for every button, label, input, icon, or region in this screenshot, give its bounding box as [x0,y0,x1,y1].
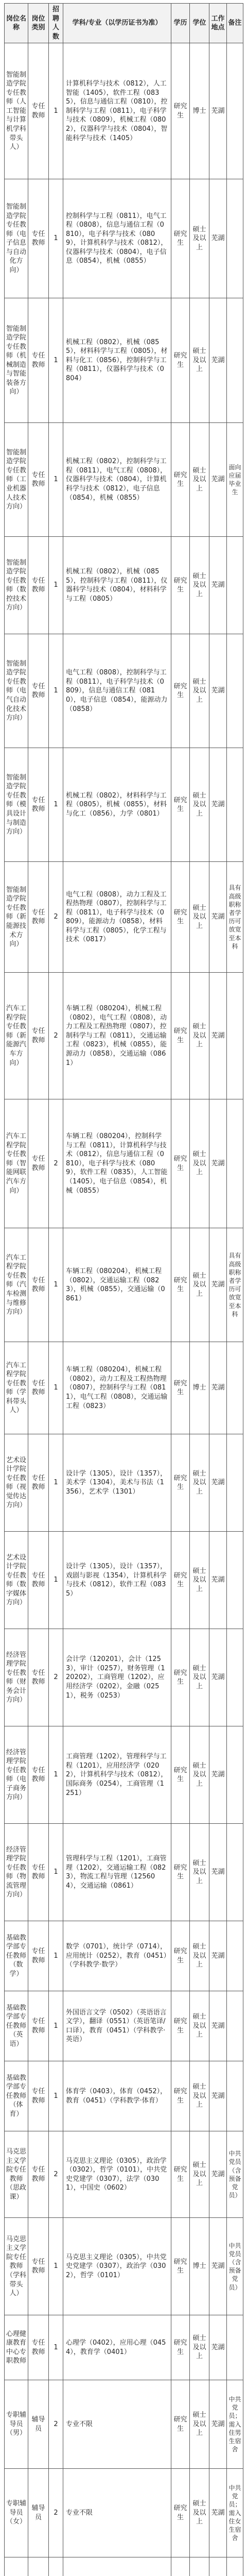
cell-location: 芜湖 [209,634,227,748]
cell-major: 专业不限 [63,2469,171,2557]
cell-education: 研究生 [171,973,190,1099]
cell-headcount: 1 [49,1824,63,1921]
cell-headcount: 2 [49,862,63,973]
cell-position-category: 专任教师 [28,1629,49,1726]
cell-position-category: 专任教师 [28,1921,49,1991]
cell-position-name: 艺术设计学院专任教师（数字媒体方向） [5,1532,28,1629]
cell-education: 研究生 [171,298,190,423]
cell-education: 研究生 [171,2218,190,2315]
table-row [5,179,243,298]
cell-position-category: 辅导员 [28,2380,49,2469]
table-row [5,2218,243,2315]
cell-major: 体育学（0403），体育（0452），教育（0451）（学科教学·体育） [63,2061,171,2131]
cell-location: 芜湖 [209,1099,227,1228]
cell-position-category [28,2557,49,2576]
cell-headcount: 1 [49,748,63,862]
cell-headcount: 1 [49,1434,63,1532]
table-row [5,748,243,862]
cell-location: 芜湖 [209,862,227,973]
cell-remarks [227,2557,243,2576]
cell-education: 研究生 [171,862,190,973]
cell-headcount: 1 [49,43,63,179]
cell-position-name: 智能制造学院专任教师（机械制造与智能装备方向） [5,298,28,423]
cell-location: 芜湖 [209,1342,227,1434]
cell-remarks [227,1434,243,1532]
cell-major: 控制科学与工程（0811），电气工程（0808），信息与通信工程（0810），电子科学与技术（0809），计算机科学与技术（0812），仪器科学与技术（0804），电子信息（0854），机械（0855） [63,179,171,298]
cell-location: 芜湖 [209,1991,227,2061]
cell-major: 马克思主义理论（0305），政治学（0302），哲学（0101），中共党史党建学（0307），法学（0301），中国史（0602） [63,2131,171,2218]
cell-position-category: 专任教师 [28,1532,49,1629]
cell-education: 研究生 [171,1532,190,1629]
cell-degree: 硕士及以上 [190,179,209,298]
cell-headcount: 1 [49,179,63,298]
recruitment-table [4,3,243,2576]
cell-education: 研究生 [171,2469,190,2557]
cell-remarks [227,973,243,1099]
cell-remarks: 中共党员；需入住男生宿舍 [227,2380,243,2469]
cell-degree: 硕士及以上 [190,1228,209,1342]
cell-location: 芜湖 [209,1434,227,1532]
cell-position-name: 专职辅导员（女） [5,2469,28,2557]
cell-major: 电气工程（0808），动力工程及工程热物理（0807），控制科学与工程（0811），电子科学与技术（0809），能源动力（0858），材料科学与工程（0805），化学工程与技术（0817） [63,862,171,973]
cell-headcount: 1 [49,1991,63,2061]
cell-major: 机械工程（0802），材料科学与工程（0805），机械（0855），材料与化工（0856），力学（0801） [63,748,171,862]
table-row [5,1991,243,2061]
cell-remarks [227,2315,243,2380]
cell-headcount: 1 [49,1532,63,1629]
cell-location: 芜湖 [209,1532,227,1629]
table-row [5,43,243,179]
cell-remarks [227,1532,243,1629]
cell-position-category: 专任教师 [28,423,49,537]
cell-degree: 硕士及以上 [190,423,209,537]
cell-position-name: 经济管理学院专任教师（物流管理方向） [5,1824,28,1921]
cell-major [63,2557,171,2576]
cell-headcount: 1 [49,1921,63,1991]
cell-major: 外国语言文学（0502）（英语语言文学），翻译（0551）（英语笔译/口译），教育（0451）（学科教学·英语） [63,1991,171,2061]
cell-position-name: 汽车工程学院专任教师（学科带头人） [5,1342,28,1434]
cell-location: 芜湖 [209,2061,227,2131]
cell-education: 研究生 [171,43,190,179]
cell-headcount: 1 [49,634,63,748]
cell-remarks: 具有高级职称者学历可放宽至本科 [227,862,243,973]
cell-position-name: 智能制造学院专任教师（模具设计与制造方向） [5,748,28,862]
cell-position-name: 汽车工程学院专任教师（新能源汽车方向） [5,973,28,1099]
cell-position-category: 专任教师 [28,2315,49,2380]
cell-location: 芜湖 [209,2218,227,2315]
cell-degree: 硕士及以上 [190,1532,209,1629]
table-row [5,1726,243,1824]
table-row [5,1824,243,1921]
cell-major: 车辆工程（080204），控制科学与工程（0811），计算机科学与技术（0812），信息与通信工程（0810），电子科学与技术（0809），软件工程（0835），人工智能（1405），电子信息（0854），机械（0855） [63,1099,171,1228]
cell-education: 研究生 [171,1726,190,1824]
cell-remarks: 中共党员；需入住女生宿舍 [227,2469,243,2557]
cell-degree: 硕士及以上 [190,748,209,862]
table-row [5,537,243,634]
table-row [5,1342,243,1434]
cell-remarks: 中共党员（含预备党员） [227,2218,243,2315]
cell-major: 计算机科学与技术（0812），人工智能（1405），软件工程（0835），信息与通信工程（0810），控制科学与工程（0811），电子科学与技术（0809），机械工程（0802），仪器科学与技术（0804），智能科学与技术（1405） [63,43,171,179]
cell-location: 芜湖 [209,748,227,862]
cell-education: 研究生 [171,2380,190,2469]
cell-position-category: 专任教师 [28,179,49,298]
cell-position-name: 经济管理学院专任教师（电子商务方向） [5,1726,28,1824]
cell-position-category: 专任教师 [28,1824,49,1921]
cell-position-name: 专职辅导员（男） [5,2380,28,2469]
cell-position-category: 专任教师 [28,1228,49,1342]
table-row [5,973,243,1099]
cell-major: 电气工程（0808），控制科学与工程（0811），电子科学与技术（0809），信息与通信工程（0810），电子信息（0854），能源动力（0858） [63,634,171,748]
cell-headcount: 2 [49,2469,63,2557]
table-row [5,1099,243,1228]
cell-degree: 硕士及以上 [190,2061,209,2131]
cell-degree: 硕士及以上 [190,2315,209,2380]
cell-degree: 硕士及以上 [190,2131,209,2218]
cell-location: 芜湖 [209,1228,227,1342]
cell-remarks [227,1921,243,1991]
cell-headcount: 2 [49,1099,63,1228]
cell-position-name: 经济管理学院专任教师（财务会计方向） [5,1629,28,1726]
cell-degree: 硕士及以上 [190,1921,209,1991]
cell-position-category: 专任教师 [28,634,49,748]
cell-degree: 硕士及以上 [190,1824,209,1921]
cell-position-name: 基础教学部专任教师（体育） [5,2061,28,2131]
cell-location: 芜湖 [209,43,227,179]
cell-degree: 博士 [190,1342,209,1434]
header-major: 学科/专业（以学历证书为准） [63,4,171,43]
header-position-name: 岗位名称 [5,4,28,43]
header-education: 学历 [171,4,190,43]
cell-major: 车辆工程（080204），机械工程（0802），交通运输工程（0823），机械（0855），交通运输（0861） [63,1228,171,1342]
cell-degree: 硕士及以上 [190,973,209,1099]
cell-education: 研究生 [171,1824,190,1921]
cell-position-name: 马克思主义学院专任教师（学科带头人） [5,2218,28,2315]
cell-education: 研究生 [171,748,190,862]
header-degree: 学位 [190,4,209,43]
cell-remarks [227,748,243,862]
cell-remarks [227,1629,243,1726]
table-row [5,862,243,973]
cell-position-category: 专任教师 [28,43,49,179]
table-row [5,298,243,423]
cell-position-name: 艺术设计学院专任教师（视觉传达方向） [5,1434,28,1532]
cell-remarks [227,2061,243,2131]
cell-headcount: 1 [49,1342,63,1434]
cell-major: 机械工程（0802），机械（0855），材料科学与工程（0805），材料与化工（0856），控制科学与工程（0811），仪器科学与技术（0804） [63,298,171,423]
cell-education: 研究生 [171,1099,190,1228]
cell-position-category: 专任教师 [28,1099,49,1228]
table-row [5,2061,243,2131]
cell-remarks [227,43,243,179]
cell-location: 芜湖 [209,2380,227,2469]
cell-education: 研究生 [171,537,190,634]
cell-position-category: 专任教师 [28,298,49,423]
cell-headcount: 2 [49,2131,63,2218]
cell-major: 工商管理（1202），管理科学与工程（1201），应用经济学（0202），计算机科学与技术（0812），国际商务（0254），工商管理（1251） [63,1726,171,1824]
cell-position-category: 专任教师 [28,2131,49,2218]
cell-position-category: 专任教师 [28,1342,49,1434]
cell-position-category: 专任教师 [28,862,49,973]
cell-headcount: 1 [49,537,63,634]
cell-major: 会计学（120201），会计（1253），审计（0257），财务管理（120202），工商管理（1202），应用经济学（0202），金融（0251），税务（0253） [63,1629,171,1726]
cell-education: 研究生 [171,1228,190,1342]
cell-remarks [227,1726,243,1824]
table-header-row [5,4,243,43]
cell-headcount: 2 [49,2380,63,2469]
cell-headcount: 1 [49,2315,63,2380]
cell-position-name: 基础教学部专任教师（英语） [5,1991,28,2061]
cell-location: 芜湖 [209,298,227,423]
table-row [5,1532,243,1629]
cell-remarks [227,1824,243,1921]
header-headcount: 招聘人数 [49,4,63,43]
cell-major: 马克思主义理论（0305），中共党史党建学（0307），政治学（0302），哲学（0101） [63,2218,171,2315]
cell-degree: 硕士及以上 [190,1726,209,1824]
cell-degree: 硕士及以上 [190,298,209,423]
table-row [5,2380,243,2469]
cell-headcount: 1 [49,1228,63,1342]
cell-location: 芜湖 [209,1824,227,1921]
cell-remarks [227,1099,243,1228]
cell-position-category: 辅导员 [28,2469,49,2557]
cell-position-name: 智能制造学院专任教师（电子信息与自动化方向） [5,179,28,298]
cell-location: 芜湖 [209,2131,227,2218]
cell-location [209,2557,227,2576]
header-location: 工作地点 [209,4,227,43]
cell-degree: 硕士及以上 [190,2469,209,2557]
cell-education: 研究生 [171,423,190,537]
cell-major: 机械工程（0802），机械（0855），控制科学与工程（0811），仪器科学与技术（0804），材料科学与工程（0805） [63,537,171,634]
cell-major: 数学（0701），统计学（0714），应用统计（0252），教育（0451）（学科教学·数学） [63,1921,171,1991]
cell-headcount: 1 [49,2218,63,2315]
cell-degree: 硕士及以上 [190,537,209,634]
cell-degree: 硕士及以上 [190,862,209,973]
cell-location: 芜湖 [209,2469,227,2557]
cell-degree [190,2557,209,2576]
cell-position-name: 智能制造学院专任教师（人工智能与计算机学科带头人） [5,43,28,179]
cell-position-category: 专任教师 [28,1434,49,1532]
cell-education: 研究生 [171,1629,190,1726]
cell-major: 车辆工程（080204），机械工程（0802），动力工程及工程热物理（0807），控制科学与工程（0811），电气工程（0808），交通运输工程（0823） [63,1342,171,1434]
cell-degree: 博士 [190,43,209,179]
cell-position-name: 马克思主义学院专任教师（思政课） [5,2131,28,2218]
cell-education: 研究生 [171,634,190,748]
cell-education [171,2557,190,2576]
cell-headcount [49,2557,63,2576]
cell-remarks: 面向应届毕业生 [227,423,243,537]
cell-education: 研究生 [171,1921,190,1991]
cell-position-name: 智能制造学院专任教师（数控技术方向） [5,537,28,634]
cell-position-category: 专任教师 [28,1726,49,1824]
cell-location: 芜湖 [209,1921,227,1991]
cell-location: 芜湖 [209,2315,227,2380]
cell-degree: 硕士及以上 [190,1991,209,2061]
table-row [5,2469,243,2557]
table-row [5,423,243,537]
cell-headcount: 1 [49,1726,63,1824]
table-row [5,1434,243,1532]
cell-headcount: 1 [49,423,63,537]
cell-degree: 硕士及以上 [190,2380,209,2469]
cell-position-name: 汽车工程学院专任教师（智能网联汽车方向） [5,1099,28,1228]
cell-location: 芜湖 [209,1629,227,1726]
cell-remarks [227,179,243,298]
cell-major: 设计学（1305），设计（1357），美术学（1304），美术与书法（1356），艺术学（1301） [63,1434,171,1532]
cell-position-name: 心理健康教育中心专职教师 [5,2315,28,2380]
cell-position-category: 专任教师 [28,2061,49,2131]
cell-headcount: 2 [49,1629,63,1726]
table-row [5,2557,243,2576]
cell-position-category: 专任教师 [28,537,49,634]
cell-position-category: 专任教师 [28,748,49,862]
cell-headcount: 1 [49,298,63,423]
cell-education: 研究生 [171,1434,190,1532]
cell-remarks: 中共党员（含预备党员） [227,2131,243,2218]
cell-position-name: 智能制造学院专任教师（工业机器人技术方向） [5,423,28,537]
cell-major: 设计学（1305），设计（1357），戏剧与影视（1354），计算机科学与技术（0812），软件工程（0835） [63,1532,171,1629]
cell-position-category: 专任教师 [28,1991,49,2061]
cell-position-category: 专任教师 [28,2218,49,2315]
cell-remarks [227,537,243,634]
table-row [5,634,243,748]
cell-remarks [227,634,243,748]
cell-location: 芜湖 [209,423,227,537]
cell-remarks [227,1342,243,1434]
cell-location: 芜湖 [209,179,227,298]
cell-headcount: 2 [49,973,63,1099]
table-row [5,2315,243,2380]
table-row [5,1629,243,1726]
cell-remarks [227,1991,243,2061]
cell-education: 研究生 [171,2315,190,2380]
header-remarks: 备注 [227,4,243,43]
cell-position-name: 智能制造学院专任教师（新能源技术方向） [5,862,28,973]
cell-degree: 硕士及以上 [190,1629,209,1726]
cell-major: 机械工程（0802），控制科学与工程（0811），电气工程（0808），仪器科学与技术（0804），计算机科学与技术（0812），电子信息（0854），机械（0855） [63,423,171,537]
cell-education: 研究生 [171,2061,190,2131]
table-row [5,2131,243,2218]
cell-position-name [5,2557,28,2576]
cell-education: 研究生 [171,179,190,298]
cell-remarks [227,298,243,423]
cell-position-name: 汽车工程学院专任教师（汽车检测与维修方向） [5,1228,28,1342]
cell-major: 专业不限 [63,2380,171,2469]
cell-location: 芜湖 [209,1726,227,1824]
header-position-category: 岗位类别 [28,4,49,43]
cell-major: 心理学（0402），应用心理（0454），教育学（0401） [63,2315,171,2380]
cell-major: 车辆工程（080204），机械工程（0802），电气工程（0808），动力工程及工程热物理（0807），控制科学与工程（0811），交通运输工程（0823），机械（0855），能源动力（0858），交通运输（0861） [63,973,171,1099]
cell-degree: 硕士及以上 [190,1434,209,1532]
cell-remarks: 具有高级职称者学历可放宽至本科 [227,1228,243,1342]
cell-education: 研究生 [171,1991,190,2061]
cell-degree: 硕士及以上 [190,634,209,748]
cell-location: 芜湖 [209,537,227,634]
table-row [5,1228,243,1342]
cell-degree: 硕士及以上 [190,1099,209,1228]
cell-position-name: 智能制造学院专任教师（电气自动化技术方向） [5,634,28,748]
cell-education: 研究生 [171,2131,190,2218]
cell-headcount: 1 [49,2061,63,2131]
cell-major: 管理科学与工程（1201），工商管理（1202），交通运输工程（0823），物流工程与管理（125604），交通运输（0861） [63,1824,171,1921]
cell-degree: 博士 [190,2218,209,2315]
table-body [5,43,243,2576]
cell-education: 研究生 [171,1342,190,1434]
table-row [5,1921,243,1991]
cell-position-category: 专任教师 [28,973,49,1099]
cell-position-name: 基础教学部专任教师（数学） [5,1921,28,1991]
cell-location: 芜湖 [209,973,227,1099]
